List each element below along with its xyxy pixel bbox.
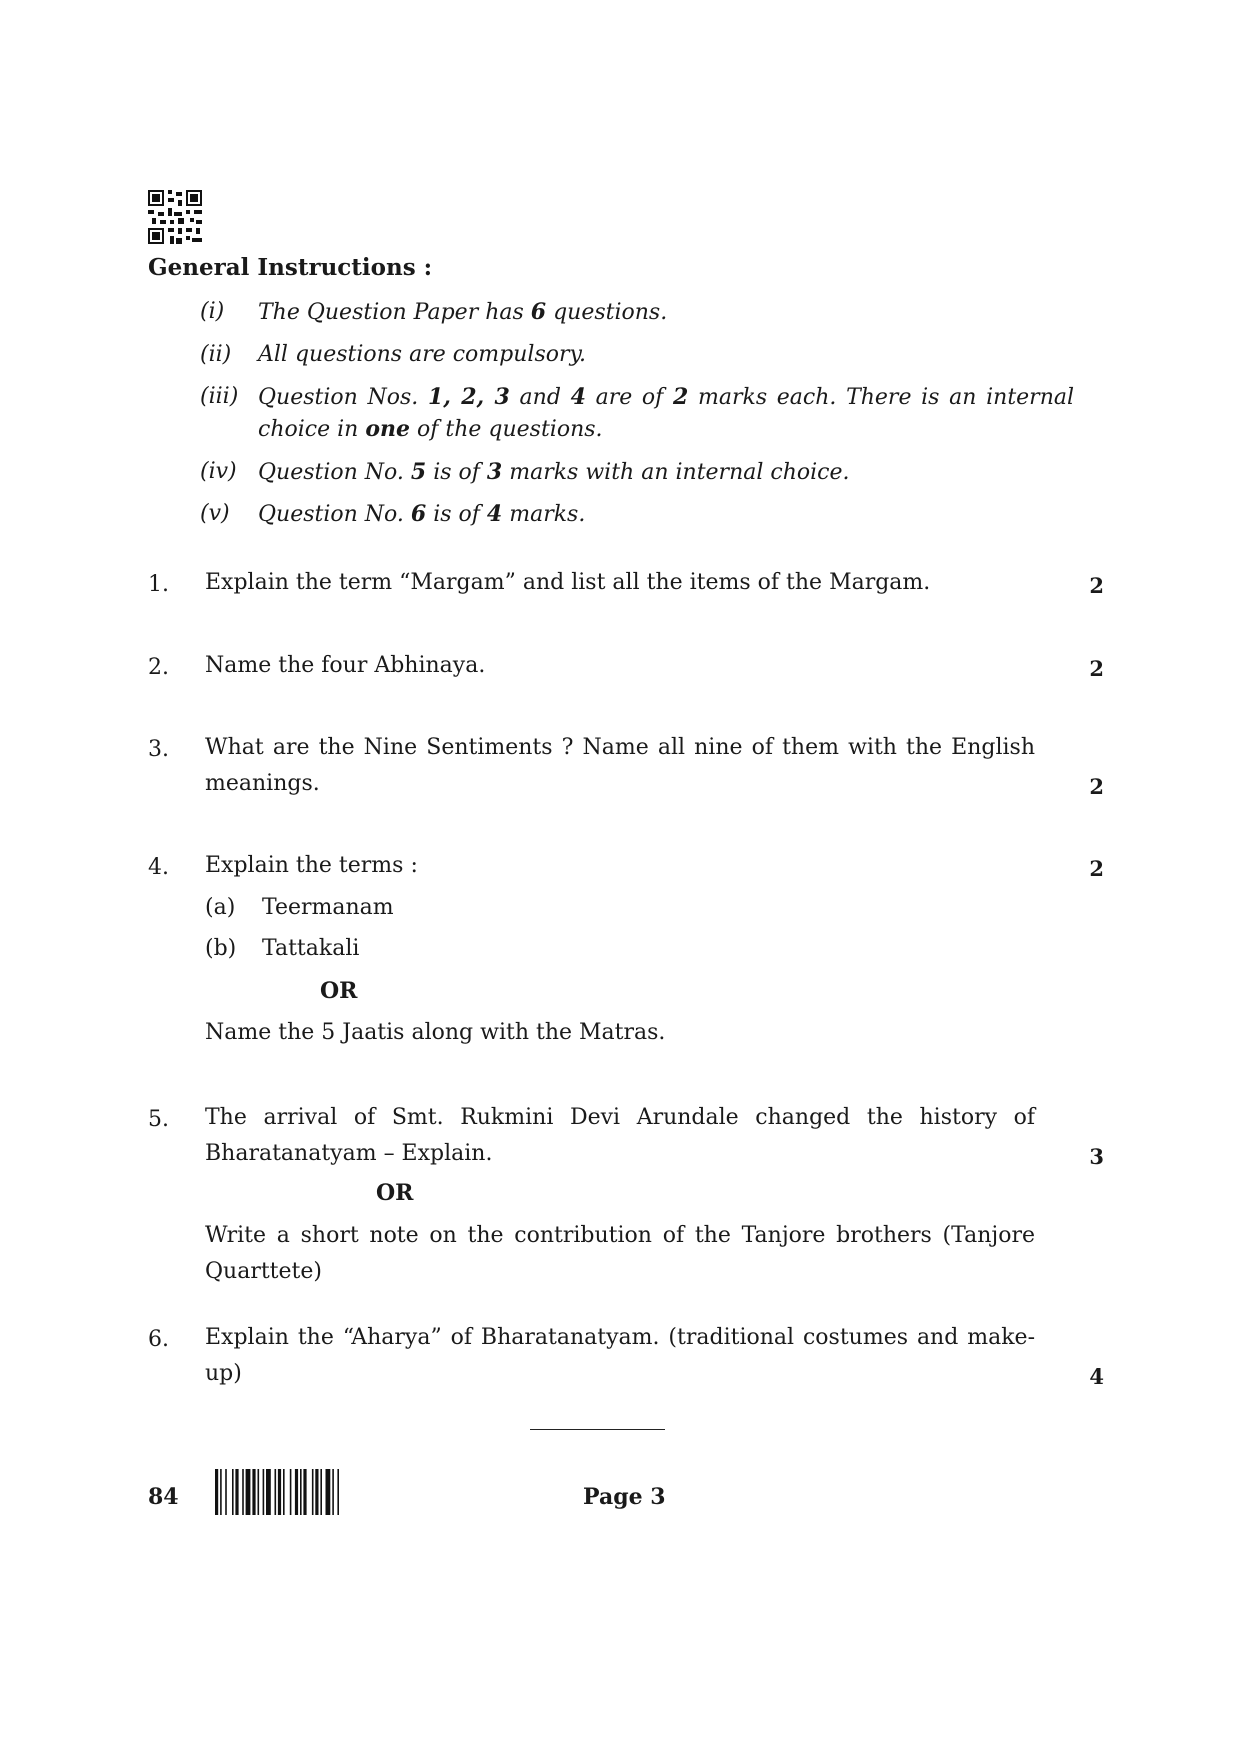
barcode-icon (215, 1469, 380, 1515)
question-text: What are the Nine Sentiments ? Name all nine of them with the English (205, 735, 1035, 760)
paper-code: 84 (148, 1484, 179, 1510)
question-text: The arrival of Smt. Rukmini Devi Arundale changed the history of (205, 1105, 1035, 1130)
or-separator: OR (376, 1180, 414, 1206)
question-marks: 2 (1089, 856, 1104, 881)
general-instructions-heading: General Instructions : (148, 254, 433, 281)
question-marks: 3 (1089, 1144, 1104, 1169)
alternative-question-text-continued: Quarttete) (205, 1259, 322, 1284)
question-text: Explain the terms : (205, 853, 418, 878)
alternative-question-text: Name the 5 Jaatis along with the Matras. (205, 1020, 666, 1045)
question-text-continued: meanings. (205, 771, 320, 796)
question-text: Name the four Abhinaya. (205, 653, 486, 678)
question-number: 4. (148, 855, 169, 880)
question-text-continued: Bharatanatyam – Explain. (205, 1141, 493, 1166)
sub-part-label: (b) (205, 936, 237, 961)
instruction-text: Question No. 6 is of 4 marks. (258, 501, 586, 527)
question-number: 1. (148, 572, 169, 597)
instruction-text: The Question Paper has 6 questions. (258, 299, 668, 325)
or-separator: OR (320, 978, 358, 1004)
question-marks: 2 (1089, 573, 1104, 598)
question-number: 2. (148, 655, 169, 680)
instruction-number: (iv) (200, 459, 237, 484)
question-number: 3. (148, 737, 169, 762)
page-number: Page 3 (583, 1484, 666, 1510)
question-number: 6. (148, 1327, 169, 1352)
question-marks: 4 (1089, 1364, 1104, 1389)
instruction-number: (i) (200, 299, 225, 324)
alternative-question-text: Write a short note on the contribution of the Tanjore brothers (Tanjore (205, 1223, 1035, 1248)
sub-part-text: Tattakali (262, 936, 360, 961)
question-text-continued: up) (205, 1361, 242, 1386)
qr-code-icon (148, 190, 202, 244)
sub-part-label: (a) (205, 895, 236, 920)
question-marks: 2 (1089, 656, 1104, 681)
sub-part-text: Teermanam (262, 895, 394, 920)
instruction-number: (v) (200, 501, 230, 526)
instruction-text: All questions are compulsory. (258, 342, 587, 367)
question-number: 5. (148, 1107, 169, 1132)
question-text: Explain the “Aharya” of Bharatanatyam. (traditional costumes and make- (205, 1325, 1035, 1350)
question-text: Explain the term “Margam” and list all the items of the Margam. (205, 570, 931, 595)
instruction-text: Question Nos. 1, 2, 3 and 4 are of 2 marks each. There is an internal (258, 384, 1075, 410)
instruction-number: (ii) (200, 342, 232, 367)
question-marks: 2 (1089, 774, 1104, 799)
instruction-number: (iii) (200, 384, 239, 409)
instruction-text: Question No. 5 is of 3 marks with an internal choice. (258, 459, 850, 485)
instruction-text-continued: choice in one of the questions. (258, 416, 603, 442)
end-of-paper-rule (530, 1429, 665, 1430)
